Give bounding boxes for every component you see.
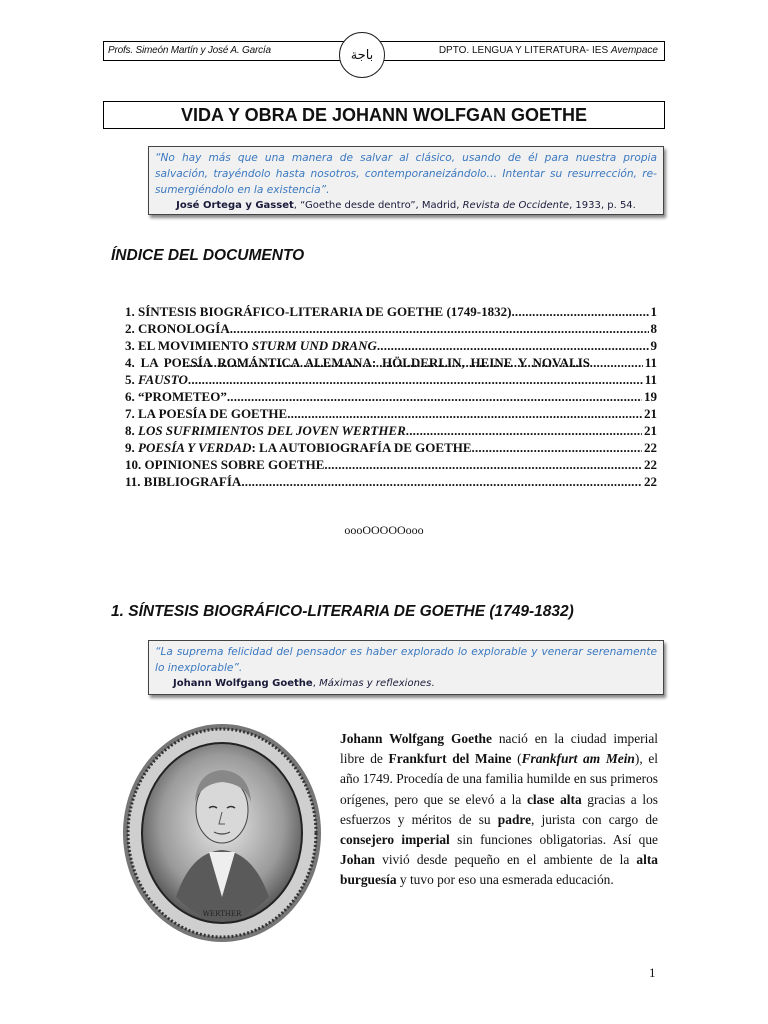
toc-entry[interactable]: 8. LOS SUFRIMIENTOS DEL JOVEN WERTHER ..... 21 — [125, 422, 657, 439]
toc-entry[interactable]: 4. LA POESÍA ROMÁNTICA ALEMANA: HÖLDERLIN, HEINE Y NOVALIS — [125, 355, 591, 370]
toc-entry[interactable]: 2. CRONOLOGÍA ..... 8 — [125, 320, 657, 337]
page-number: 1 — [649, 965, 656, 980]
toc-entry[interactable]: 10. OPINIONES SOBRE GOETHE ..... 22 — [125, 456, 657, 473]
svg-text:WERTHER: WERTHER — [202, 910, 242, 918]
epigraph-quote — [148, 640, 664, 695]
toc-entry[interactable]: 1. SÍNTESIS BIOGRÁFICO-LITERARIA DE GOETHE (1749-1832) ..... 1 — [125, 303, 657, 320]
quote-source: Johann Wolfgang Goethe, Máximas y reflexiones. — [173, 678, 435, 689]
quote-text: “La suprema felicidad del pensador es haber explorado lo explorable y venerar serenamente lo inexplorable”. — [155, 646, 657, 674]
school-logo: باجة — [339, 32, 385, 78]
toc-entry[interactable]: 11. BIBLIOGRAFÍA ..... 22 — [125, 473, 657, 490]
toc-entry[interactable]: 5. FAUSTO ..... 11 — [125, 371, 657, 388]
toc-entry[interactable]: 7. LA POESÍA DE GOETHE ..... 21 — [125, 405, 657, 422]
quote-text: “No hay más que una manera de salvar al clásico, usando de él para nuestra propia salvación, trayéndolo hasta nosotros, contemporaneizándolo… Intentar su resurrección, re-sumergiéndolo en la existencia”. — [155, 152, 657, 196]
document-title: VIDA Y OBRA DE JOHANN WOLFGAN GOETHE — [103, 101, 665, 129]
separator: oooOOOOOooo — [344, 523, 424, 537]
toc-entry[interactable]: 6. “PROMETEO” ..... 19 — [125, 388, 657, 405]
epigraph-quote — [148, 146, 664, 215]
section-heading: 1. SÍNTESIS BIOGRÁFICO-LITERARIA DE GOETHE (1749-1832) — [111, 603, 574, 620]
toc-entry[interactable]: 3. EL MOVIMIENTO STURM UND DRANG ..... 9 — [125, 337, 657, 354]
header-authors: Profs. Simeón Martín y José A. García — [108, 45, 271, 56]
toc-entry[interactable]: 9. POESÍA Y VERDAD: LA AUTOBIOGRAFÍA DE GOETHE ..... 22 — [125, 439, 657, 456]
goethe-portrait — [121, 722, 323, 944]
table-of-contents: 1. SÍNTESIS BIOGRÁFICO-LITERARIA DE GOETHE (1749-1832) ..... 1 2. CRONOLOGÍA ..... 8 3. EL MOVIMIENTO STURM UND DRANG ..... 9 4. LA POESÍA ROMÁNTICA ALEMANA: HÖLDERLIN, HEINE Y NOVALIS ..... 11 5. FAUSTO ..... 11 6. “PROMETEO” ..... 19 7. LA POESÍA DE GOETHE ..... 21 8. LOS SUFRIMIENTOS DEL JOVEN WERTHER ..... 21 9. POESÍA Y VERDAD: LA AUTOBIOGRAFÍA DE GOETHE ..... 22 10. OPINIONES SOBRE GOETHE ..... 22 11. BIBLIOGRAFÍA ..... 22 — [125, 303, 657, 490]
index-heading: ÍNDICE DEL DOCUMENTO — [111, 247, 305, 264]
quote-source: José Ortega y Gasset, “Goethe desde dentro”, Madrid, Revista de Occidente, 1933, p. 54. — [176, 200, 636, 211]
biography-paragraph: Johann Wolfgang Goethe nació en la ciudad imperial libre de Frankfurt del Maine (Frankfurt am Mein), el año 1749. Procedía de una familia humilde en sus primeros orígenes, pero que se elevó a la clase alta gracias a los esfuerzos y méritos de su padre, jurista con cargo de consejero imperial sin funciones obligatorias. Así que Johan vivió desde pequeño en el ambiente de la alta burguesía y tuvo por eso una esmerada educación. — [340, 731, 658, 888]
header-department: DPTO. LENGUA Y LITERATURA- IES Avempace — [438, 45, 658, 56]
